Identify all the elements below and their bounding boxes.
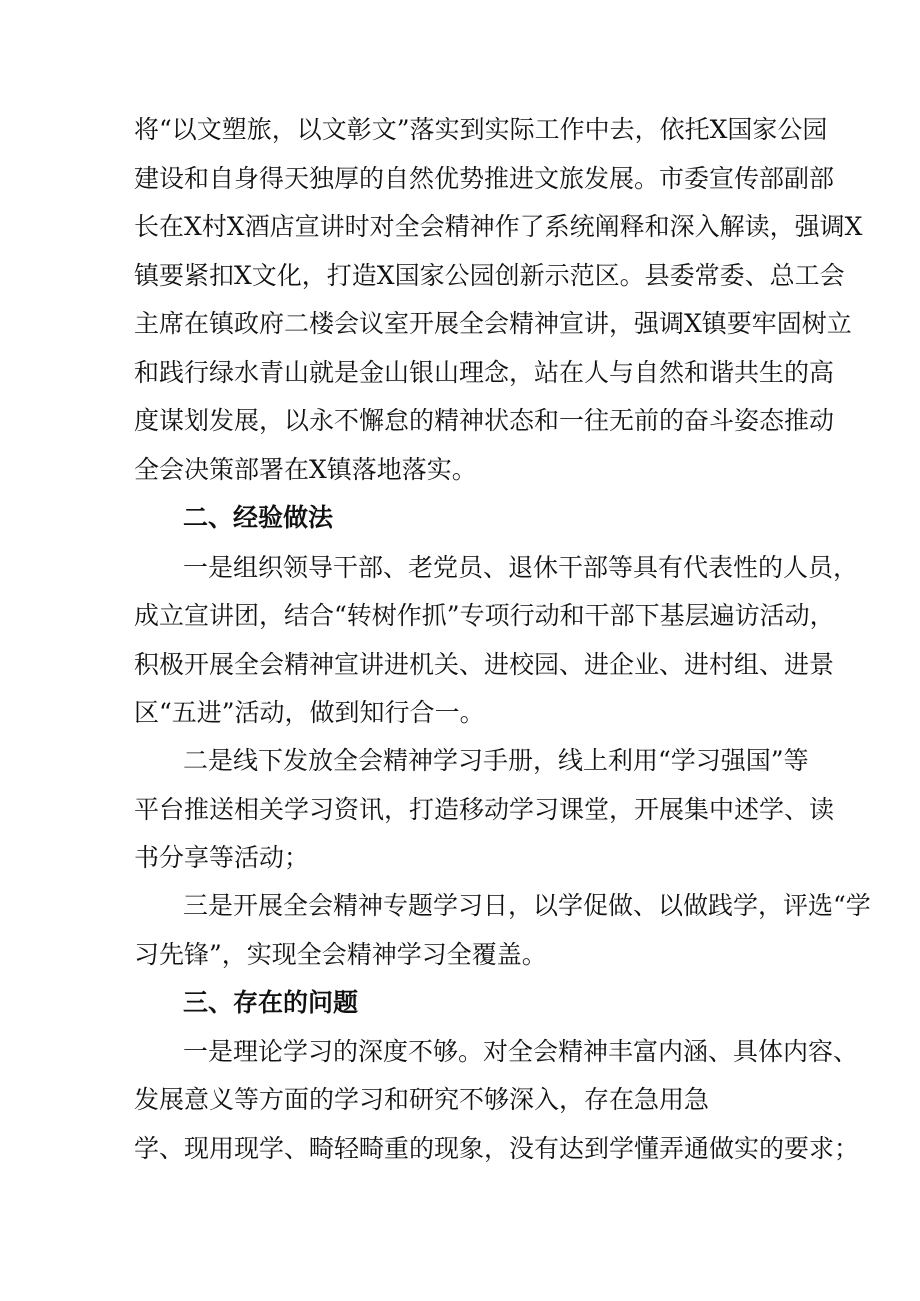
section-heading: 三、存在的问题	[183, 988, 359, 1017]
paragraph-line: 度谋划发展，以永不懈怠的精神状态和一往无前的奋斗姿态推动	[134, 406, 835, 435]
paragraph-line: 二是线下发放全会精神学习手册，线上利用“学习强国”等	[183, 746, 809, 775]
paragraph-line: 主席在镇政府二楼会议室开展全会精神宣讲，强调X镇要牢固树立	[134, 309, 852, 338]
paragraph-line: 建设和自身得天独厚的自然优势推进文旅发展。市委宣传部副部	[134, 164, 835, 193]
paragraph-line: 发展意义等方面的学习和研究不够深入，存在急用急	[134, 1085, 710, 1114]
paragraph-line: 平台推送相关学习资讯，打造移动学习课堂，开展集中述学、读	[134, 795, 835, 824]
paragraph-line: 三是开展全会精神专题学习日，以学促做、以做践学，评选“学	[183, 891, 871, 920]
paragraph-line: 镇要紧扣X文化，打造X国家公园创新示范区。县委常委、总工会	[134, 261, 845, 290]
paragraph-line: 习先锋”，实现全会精神学习全覆盖。	[134, 940, 547, 969]
paragraph-line: 积极开展全会精神宣讲进机关、进校园、进企业、进村组、进景	[134, 650, 835, 679]
paragraph-line: 将“以文塑旅，以文彰文”落实到实际工作中去，依托X国家公园	[134, 115, 828, 144]
section-heading: 二、经验做法	[183, 503, 334, 532]
paragraph-line: 全会决策部署在X镇落地落实。	[134, 455, 477, 484]
paragraph-line: 一是组织领导干部、老党员、退休干部等具有代表性的人员，	[183, 553, 859, 582]
paragraph-line: 区“五进”活动，做到知行合一。	[134, 698, 485, 727]
paragraph-line: 长在X村X酒店宣讲时对全会精神作了系统阐释和深入解读，强调X	[134, 212, 863, 241]
paragraph-line: 成立宣讲团，结合“转树作抓”专项行动和干部下基层遍访活动，	[134, 601, 835, 630]
paragraph-line: 学、现用现学、畸轻畸重的现象，没有达到学懂弄通做实的要求；	[134, 1134, 860, 1163]
paragraph-line: 书分享等活动；	[134, 843, 310, 872]
paragraph-line: 一是理论学习的深度不够。对全会精神丰富内涵、具体内容、	[183, 1037, 859, 1066]
paragraph-line: 和践行绿水青山就是金山银山理念，站在人与自然和谐共生的高	[134, 358, 835, 387]
